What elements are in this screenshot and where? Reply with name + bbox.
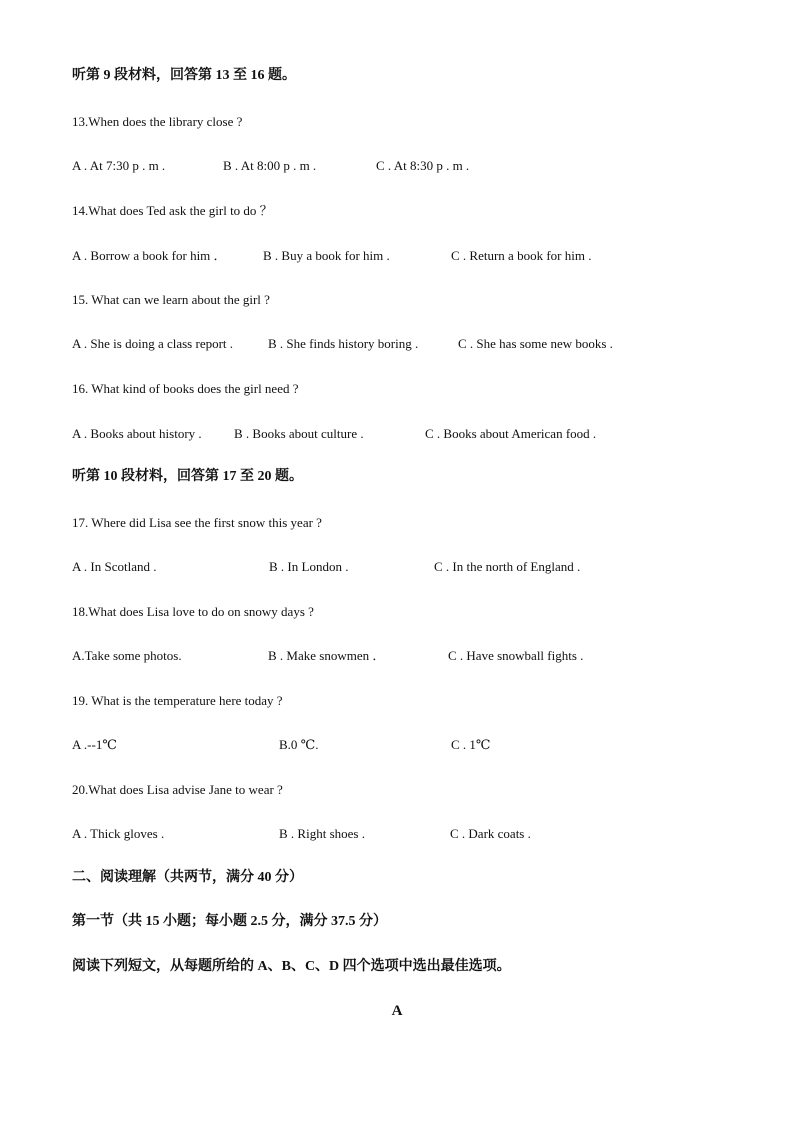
- question-14: 14.What does Ted ask the girl to do ？: [72, 203, 273, 218]
- question-15-option-c: C . She has some new books .: [458, 336, 613, 351]
- question-16: 16. What kind of books does the girl need ?: [72, 381, 299, 396]
- question-15: 15. What can we learn about the girl ?: [72, 292, 270, 307]
- question-17-option-c: C . In the north of England .: [434, 559, 581, 574]
- question-13-option-a: A . At 7:30 p . m .: [72, 158, 166, 173]
- question-14-option-b: B . Buy a book for him .: [263, 248, 390, 263]
- question-19: 19. What is the temperature here today ?: [72, 693, 283, 708]
- question-16-option-a: A . Books about history .: [72, 426, 202, 441]
- section-10-header: 听第 10 段材料，回答第 17 至 20 题。: [72, 469, 303, 484]
- question-17-option-b: B . In London .: [269, 559, 349, 574]
- passage-label: A: [391, 1003, 403, 1019]
- question-20: 20.What does Lisa advise Jane to wear ?: [72, 782, 283, 797]
- question-17: 17. Where did Lisa see the first snow this year ?: [72, 515, 322, 530]
- question-15-option-b: B . She finds history boring .: [268, 336, 419, 351]
- question-20-option-a: A . Thick gloves .: [72, 826, 165, 841]
- question-14-option-a: A . Borrow a book for him ．: [72, 248, 227, 263]
- part-2-section-1: 第一节（共 15 小题；每小题 2.5 分，满分 37.5 分）: [72, 914, 387, 929]
- question-15-option-a: A . She is doing a class report .: [72, 336, 234, 351]
- question-18-option-c: C . Have snowball fights .: [448, 648, 584, 663]
- section-9-header: 听第 9 段材料，回答第 13 至 16 题。: [72, 68, 296, 83]
- question-13: 13.When does the library close ?: [72, 114, 243, 129]
- question-18-option-b: B . Make snowmen ．: [268, 648, 386, 663]
- question-13-option-b: B . At 8:00 p . m .: [223, 158, 317, 173]
- question-17-option-a: A . In Scotland .: [72, 559, 157, 574]
- part-2-title: 二、阅读理解（共两节，满分 40 分）: [72, 870, 303, 885]
- question-14-option-c: C . Return a book for him .: [451, 248, 592, 263]
- question-18: 18.What does Lisa love to do on snowy days ?: [72, 604, 314, 619]
- question-20-option-b: B . Right shoes .: [279, 826, 365, 841]
- question-16-option-b: B . Books about culture .: [234, 426, 364, 441]
- question-18-option-a: A.Take some photos.: [72, 648, 182, 663]
- question-13-option-c: C . At 8:30 p . m .: [376, 158, 470, 173]
- question-19-option-b: B.0 ℃.: [279, 737, 319, 752]
- question-19-option-c: C . 1℃: [451, 737, 491, 752]
- question-19-option-a: A .--1℃: [72, 737, 117, 752]
- question-16-option-c: C . Books about American food .: [425, 426, 597, 441]
- question-20-option-c: C . Dark coats .: [450, 826, 531, 841]
- part-2-instruction: 阅读下列短文，从每题所给的 A、B、C、D 四个选项中选出最佳选项。: [72, 959, 511, 974]
